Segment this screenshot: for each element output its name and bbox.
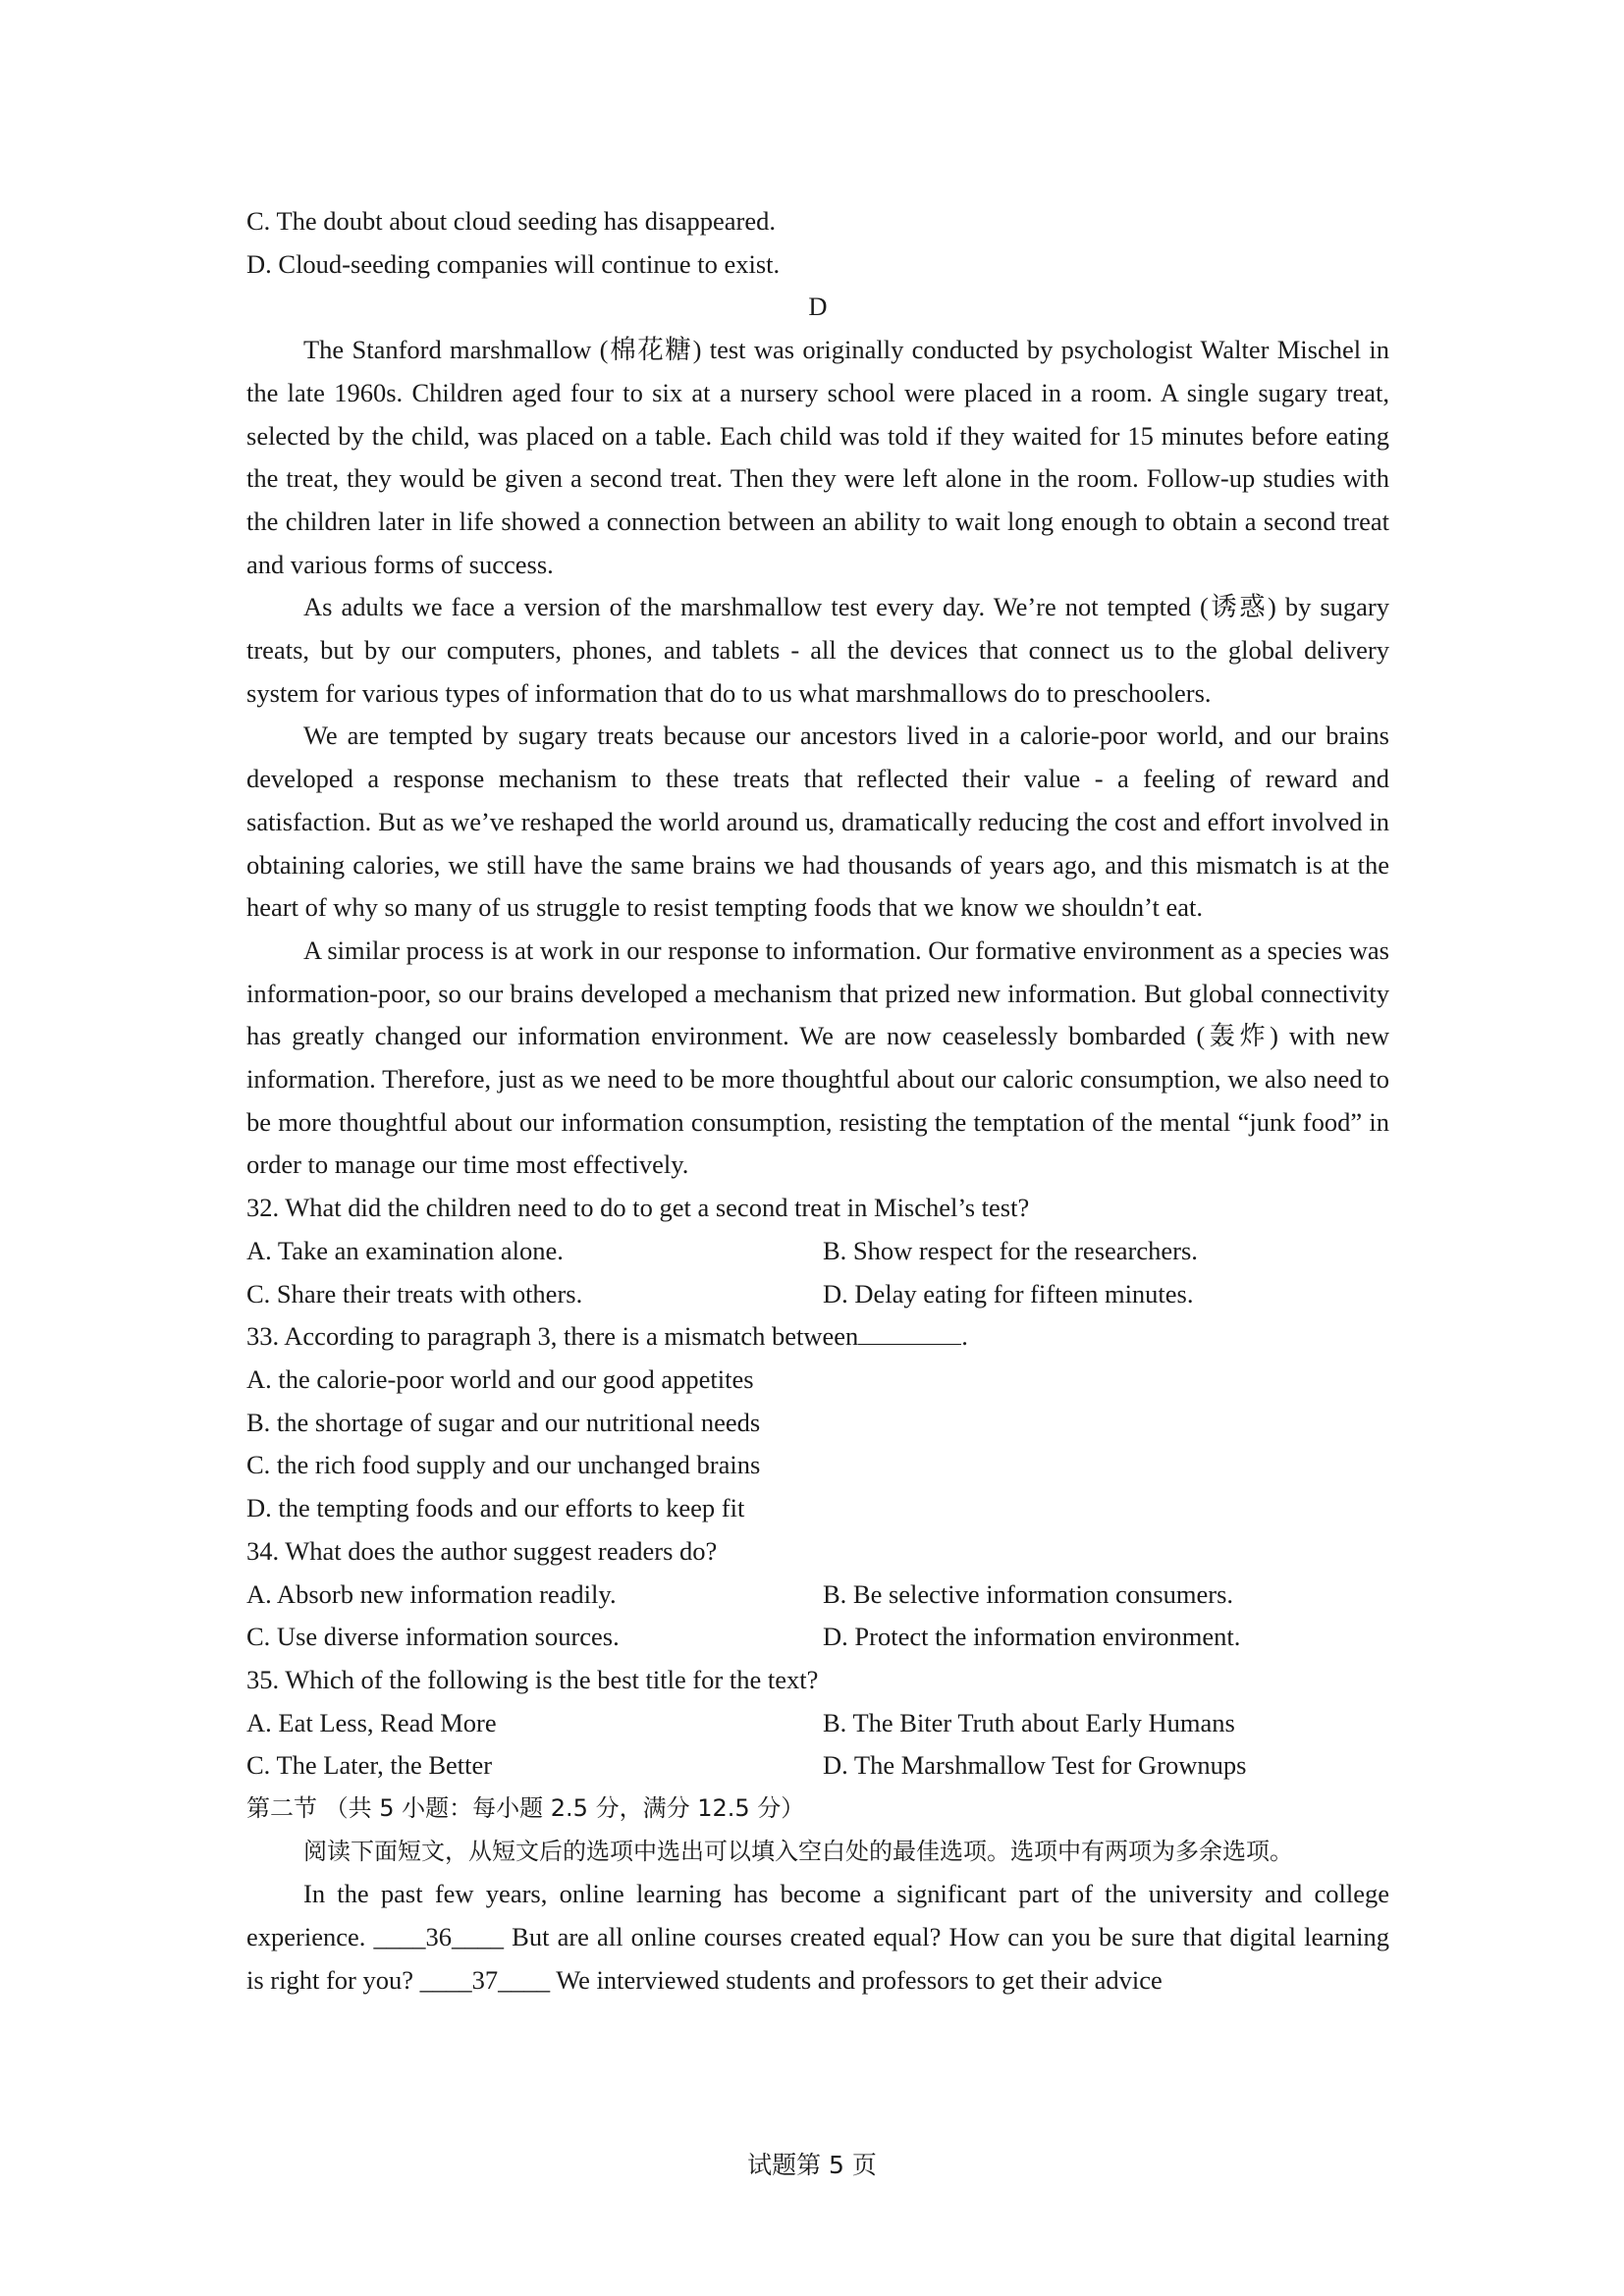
question-34-stem: 34. What does the author suggest readers do?: [246, 1535, 718, 1566]
question-35-stem: 35. Which of the following is the best title for the text?: [246, 1664, 819, 1694]
question-34-options-row-1: [246, 1574, 1389, 1617]
question-34-option-d: D. Protect the information environment.: [823, 1622, 1241, 1652]
passage-d-paragraph-3: We are tempted by sugary treats because our ancestors lived in a calorie-poor world, and our brains developed a response mechanism to these treats that reflected their value - a feeling of reward and satisfaction. But as we’ve reshaped the world around us, dramatically reducing the cost and effort involved in obtaining calories, we still have the same brains we had thousands of years ago, and this mismatch is at the heart of why so many of us struggle to resist tempting foods that we know we shouldn’t eat.: [246, 721, 1389, 923]
question-33-stem-line: [246, 1315, 1389, 1359]
question-34-option-b: B. Be selective information consumers.: [823, 1578, 1234, 1609]
passage-d-paragraph-4: A similar process is at work in our response to information. Our formative environment as a species was information-poor, so our brains developed a mechanism that prized new information. But global connectivity has greatly changed our information environment. We are now ceaselessly bombarded (轰炸) with new information. Therefore, just as we need to be more thoughtful about our caloric consumption, we also need to be more thoughtful about our information consumption, resisting the temptation of the mental “junk food” in order to manage our time most effectively.: [246, 934, 1389, 1180]
page-number-footer: 试题第 5 页: [747, 2151, 877, 2179]
passage-d-label: D: [808, 292, 828, 322]
question-35-option-c: C. The Later, the Better: [246, 1750, 493, 1781]
answer-blank: [858, 1316, 961, 1345]
question-35-options-row-1: [246, 1702, 1389, 1745]
question-34-options-row-2: [246, 1616, 1389, 1659]
question-32-option-a: A. Take an examination alone.: [246, 1235, 564, 1265]
question-33-option-b: B. the shortage of sugar and our nutritional needs: [246, 1407, 761, 1437]
question-32-option-d: D. Delay eating for fifteen minutes.: [823, 1278, 1194, 1308]
passage-d-paragraph-1: The Stanford marshmallow (棉花糖) test was originally conducted by psychologist Walter Mischel in the late 1960s. Children aged four to six at a nursery school were placed in a room. A single sugary treat, selected by the child, was placed on a table. Each child was told if they waited for 15 minutes before eating the treat, they would be given a second treat. Then they were left alone in the room. Follow-up studies with the children later in life showed a connection between an ability to wait long enough to obtain a second treat and various forms of success.: [246, 335, 1389, 579]
question-33-stem-end: .: [961, 1321, 968, 1352]
question-33-option-c: C. the rich food supply and our unchanged brains: [246, 1450, 761, 1480]
question-33-stem: 33. According to paragraph 3, there is a mismatch between: [246, 1321, 859, 1352]
section-2-passage: In the past few years, online learning has become a significant part of the university and college experience. ____36____ But are all online courses created equal? How can you be sure that digital learning is right for you? ____37____ We interviewed students and professors to get their advice: [246, 1879, 1389, 1995]
question-35-option-d: D. The Marshmallow Test for Grownups: [823, 1750, 1247, 1781]
question-32-options-row-1: [246, 1230, 1389, 1273]
question-33-option-d: D. the tempting foods and our efforts to keep fit: [246, 1493, 745, 1523]
prev-option-d: D. Cloud-seeding companies will continue to exist.: [246, 248, 781, 279]
section-2-instructions: 阅读下面短文，从短文后的选项中选出可以填入空白处的最佳选项。选项中有两项为多余选项。: [303, 1837, 1293, 1865]
question-34-option-a: A. Absorb new information readily.: [246, 1578, 617, 1609]
question-35-options-row-2: [246, 1744, 1389, 1788]
question-32-stem: 32. What did the children need to do to get a second treat in Mischel’s test?: [246, 1193, 1030, 1223]
question-32-options-row-2: [246, 1273, 1389, 1316]
exam-page-content: [246, 200, 1389, 2002]
question-33-option-a: A. the calorie-poor world and our good appetites: [246, 1363, 754, 1394]
question-35-option-a: A. Eat Less, Read More: [246, 1707, 497, 1737]
passage-d-paragraph-2: As adults we face a version of the marshmallow test every day. We’re not tempted (诱惑) by sugary treats, but by our computers, phones, and tablets - all the devices that connect us to the global delivery system for various types of information that do to us what marshmallows do to preschoolers.: [246, 592, 1389, 708]
question-32-option-c: C. Share their treats with others.: [246, 1278, 583, 1308]
question-35-option-b: B. The Biter Truth about Early Humans: [823, 1707, 1235, 1737]
section-2-heading: 第二节 （共 5 小题：每小题 2.5 分，满分 12.5 分）: [246, 1794, 805, 1823]
prev-option-c: C. The doubt about cloud seeding has disappeared.: [246, 206, 776, 236]
question-32-option-b: B. Show respect for the researchers.: [823, 1235, 1198, 1265]
question-34-option-c: C. Use diverse information sources.: [246, 1622, 620, 1652]
